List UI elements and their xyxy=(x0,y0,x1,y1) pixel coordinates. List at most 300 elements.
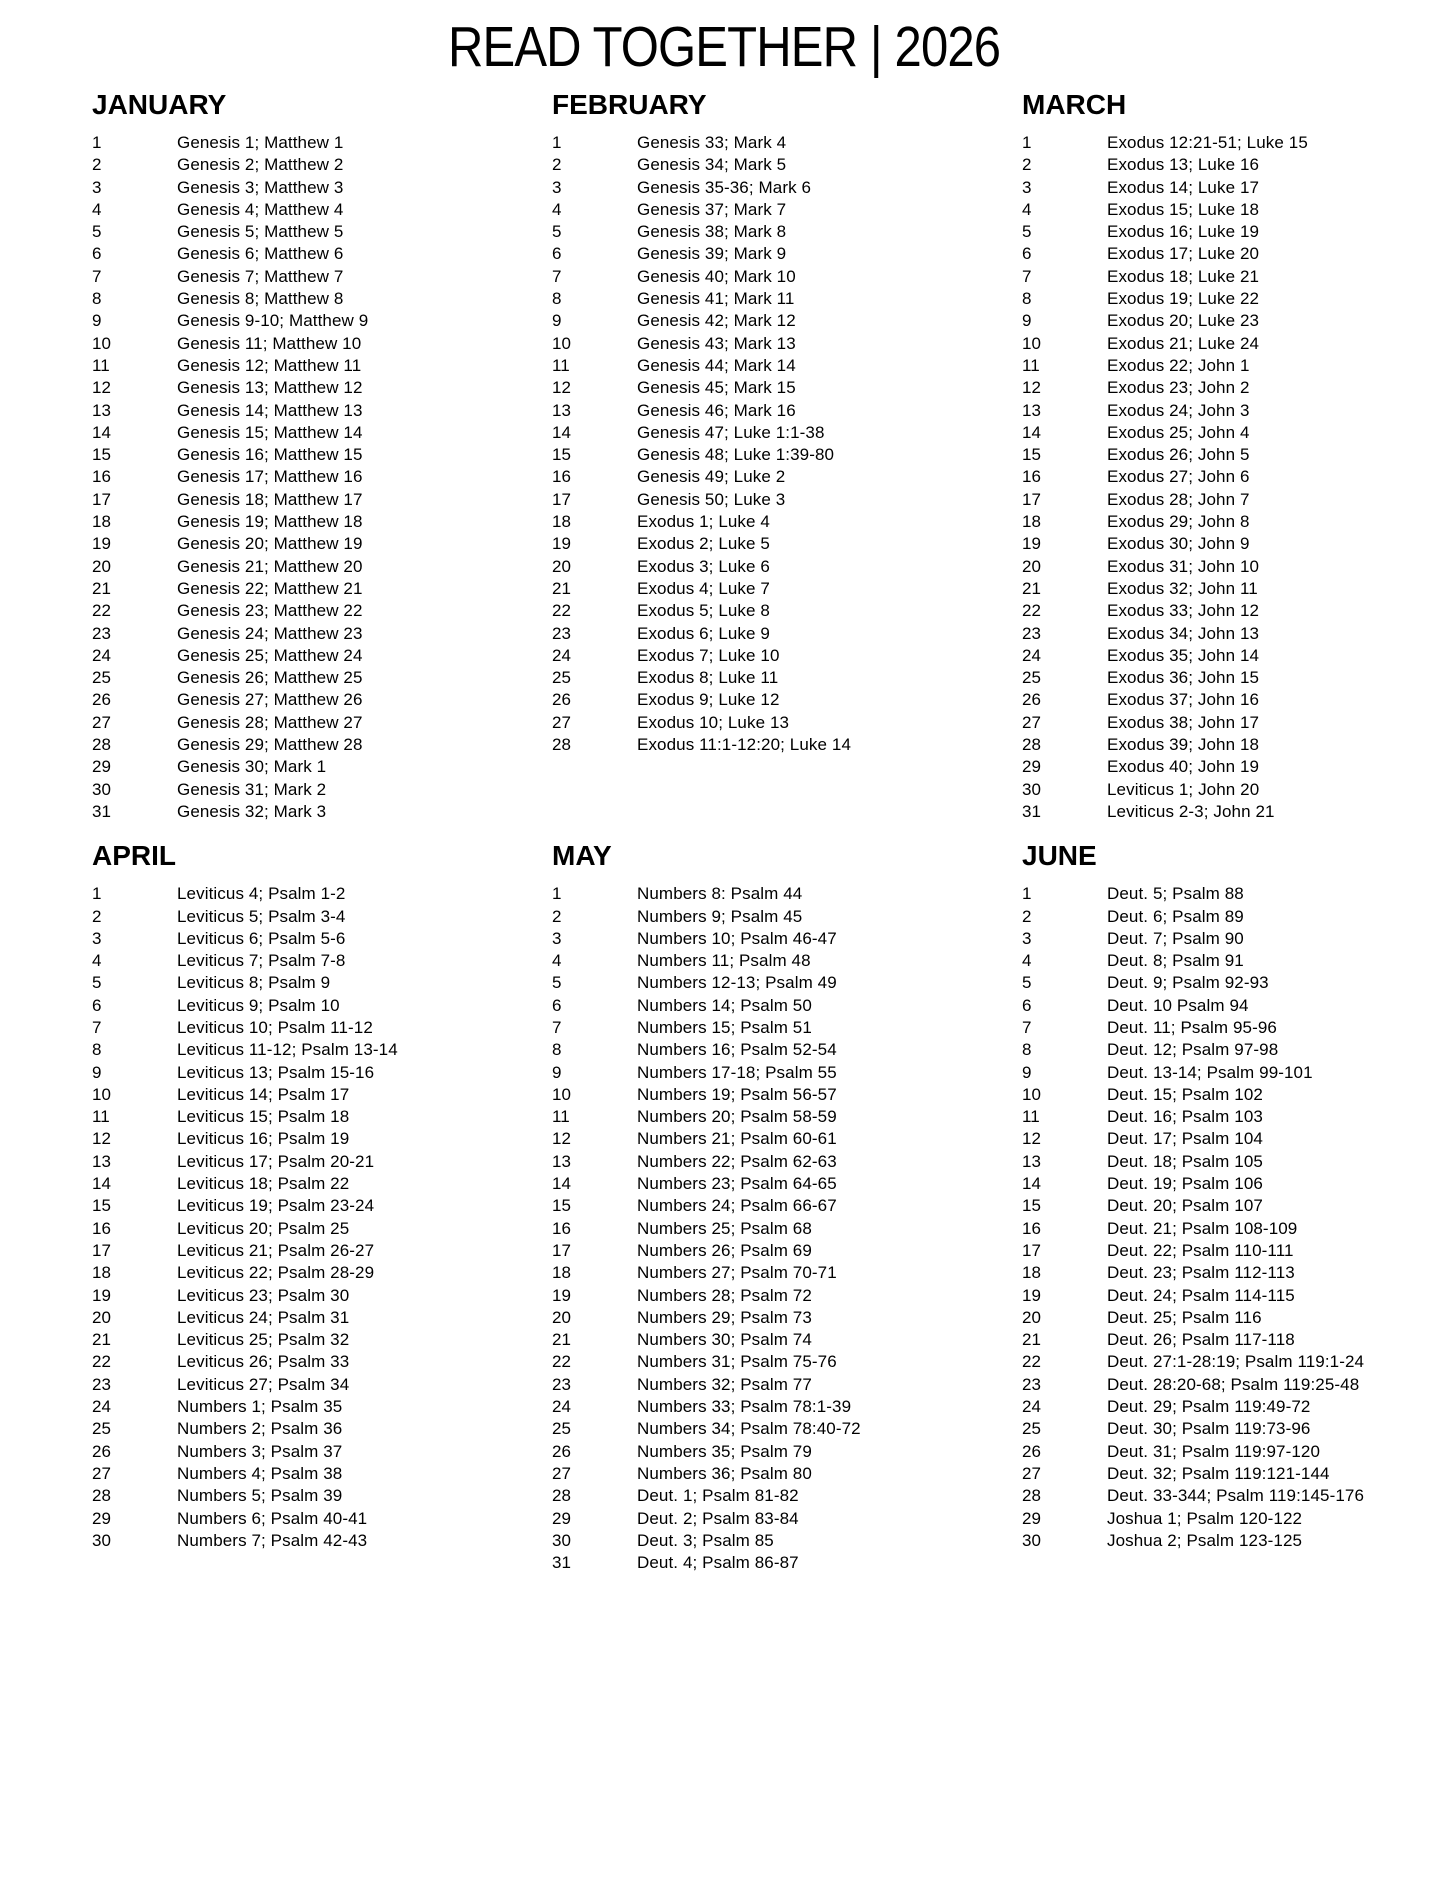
reading-list xyxy=(92,132,552,823)
day-number: 23 xyxy=(1022,623,1042,643)
day-number: 6 xyxy=(1022,244,1032,264)
reading-text: Deut. 30; Psalm 119:73-96 xyxy=(1107,1419,1311,1439)
reading-row xyxy=(1022,779,1448,801)
reading-text: Genesis 42; Mark 12 xyxy=(637,311,796,331)
reading-text: Numbers 9; Psalm 45 xyxy=(637,906,803,926)
reading-row xyxy=(92,243,552,265)
day-number: 11 xyxy=(1022,355,1040,375)
day-number: 19 xyxy=(552,1285,572,1305)
day-number: 11 xyxy=(552,355,570,375)
day-number: 10 xyxy=(1022,1084,1042,1104)
reading-text: Genesis 9-10; Matthew 9 xyxy=(177,311,369,331)
reading-row xyxy=(1022,132,1448,154)
month-heading: FEBRUARY xyxy=(552,89,707,120)
reading-row xyxy=(92,950,552,972)
day-number: 1 xyxy=(92,133,102,152)
day-number: 13 xyxy=(1022,1151,1042,1171)
day-number: 25 xyxy=(1022,1419,1042,1439)
reading-text: Genesis 16; Matthew 15 xyxy=(177,445,363,465)
month-may xyxy=(552,839,1022,1574)
reading-row xyxy=(552,689,1022,711)
reading-row xyxy=(92,1128,552,1150)
reading-row xyxy=(552,199,1022,221)
reading-text: Deut. 21; Psalm 108-109 xyxy=(1107,1218,1298,1238)
reading-row xyxy=(552,1552,1022,1574)
reading-text: Numbers 19; Psalm 56-57 xyxy=(637,1084,837,1104)
day-number: 28 xyxy=(552,1486,572,1506)
reading-row xyxy=(552,1240,1022,1262)
reading-row xyxy=(92,1195,552,1217)
day-number: 18 xyxy=(1022,512,1042,532)
reading-text: Leviticus 6; Psalm 5-6 xyxy=(177,928,346,948)
reading-text: Exodus 29; John 8 xyxy=(1107,512,1250,532)
day-number: 9 xyxy=(92,311,102,331)
reading-row xyxy=(92,779,552,801)
reading-text: Numbers 23; Psalm 64-65 xyxy=(637,1174,837,1194)
reading-text: Exodus 33; John 12 xyxy=(1107,601,1260,621)
day-number: 4 xyxy=(1022,199,1032,219)
reading-row xyxy=(1022,578,1448,600)
reading-text: Exodus 30; John 9 xyxy=(1107,534,1250,554)
reading-text: Deut. 16; Psalm 103 xyxy=(1107,1107,1263,1127)
reading-row xyxy=(1022,511,1448,533)
reading-text: Exodus 7; Luke 10 xyxy=(637,645,780,665)
day-number: 6 xyxy=(552,244,562,264)
reading-row xyxy=(552,578,1022,600)
reading-text: Genesis 11; Matthew 10 xyxy=(177,333,362,353)
reading-row xyxy=(92,1441,552,1463)
reading-text: Numbers 35; Psalm 79 xyxy=(637,1441,812,1461)
day-number: 4 xyxy=(552,951,562,971)
reading-row xyxy=(552,333,1022,355)
reading-text: Deut. 9; Psalm 92-93 xyxy=(1107,973,1269,993)
day-number: 24 xyxy=(1022,645,1042,665)
reading-text: Genesis 6; Matthew 6 xyxy=(177,244,344,264)
reading-text: Exodus 10; Luke 13 xyxy=(637,712,790,732)
reading-row xyxy=(92,712,552,734)
reading-text: Numbers 6; Psalm 40-41 xyxy=(177,1508,368,1528)
reading-row xyxy=(92,645,552,667)
reading-row xyxy=(1022,556,1448,578)
day-number: 27 xyxy=(552,1463,572,1483)
day-number: 6 xyxy=(92,244,102,264)
reading-row xyxy=(552,288,1022,310)
reading-row xyxy=(1022,355,1448,377)
page-header xyxy=(0,14,1448,80)
reading-text: Genesis 18; Matthew 17 xyxy=(177,489,363,509)
reading-row xyxy=(92,1396,552,1418)
reading-row xyxy=(92,177,552,199)
reading-row xyxy=(92,377,552,399)
day-number: 3 xyxy=(1022,177,1032,197)
day-number: 14 xyxy=(92,1174,112,1194)
day-number: 16 xyxy=(1022,1218,1042,1238)
reading-text: Exodus 5; Luke 8 xyxy=(637,601,770,621)
reading-row xyxy=(92,756,552,778)
reading-row xyxy=(92,154,552,176)
day-number: 17 xyxy=(1022,489,1042,509)
reading-text: Deut. 6; Psalm 89 xyxy=(1107,906,1244,926)
day-number: 19 xyxy=(92,1285,112,1305)
reading-row xyxy=(1022,645,1448,667)
day-number: 20 xyxy=(92,556,112,576)
reading-text: Deut. 17; Psalm 104 xyxy=(1107,1129,1263,1149)
month-heading: JUNE xyxy=(1022,840,1097,872)
reading-row xyxy=(552,355,1022,377)
reading-text: Leviticus 17; Psalm 20-21 xyxy=(177,1151,375,1171)
reading-text: Deut. 13-14; Psalm 99-101 xyxy=(1107,1062,1313,1082)
day-number: 8 xyxy=(1022,289,1032,309)
day-number: 17 xyxy=(92,1240,112,1260)
day-number: 18 xyxy=(92,512,112,532)
reading-row xyxy=(92,533,552,555)
day-number: 29 xyxy=(552,1508,572,1528)
reading-text: Genesis 28; Matthew 27 xyxy=(177,712,363,732)
reading-row xyxy=(1022,199,1448,221)
reading-text: Genesis 20; Matthew 19 xyxy=(177,534,363,554)
reading-row xyxy=(1022,1418,1448,1440)
reading-row xyxy=(92,1285,552,1307)
reading-text: Genesis 4; Matthew 4 xyxy=(177,199,344,219)
reading-row xyxy=(552,132,1022,154)
reading-row xyxy=(1022,1396,1448,1418)
day-number: 19 xyxy=(552,534,572,554)
reading-row xyxy=(552,1195,1022,1217)
reading-row xyxy=(552,422,1022,444)
day-number: 20 xyxy=(1022,1307,1042,1327)
reading-text: Numbers 16; Psalm 52-54 xyxy=(637,1040,837,1060)
day-number: 3 xyxy=(92,928,102,948)
reading-text: Exodus 13; Luke 16 xyxy=(1107,155,1260,175)
reading-row xyxy=(552,600,1022,622)
reading-text: Exodus 26; John 5 xyxy=(1107,445,1250,465)
reading-text: Leviticus 27; Psalm 34 xyxy=(177,1374,350,1394)
reading-row xyxy=(92,1084,552,1106)
reading-row xyxy=(92,1262,552,1284)
day-number: 7 xyxy=(552,266,562,286)
day-number: 5 xyxy=(552,222,562,242)
day-number: 3 xyxy=(552,928,562,948)
reading-text: Exodus 25; John 4 xyxy=(1107,422,1250,442)
day-number: 13 xyxy=(92,1151,112,1171)
reading-row xyxy=(552,1441,1022,1463)
reading-row xyxy=(1022,1262,1448,1284)
reading-row xyxy=(92,266,552,288)
reading-text: Leviticus 23; Psalm 30 xyxy=(177,1285,350,1305)
reading-text: Leviticus 22; Psalm 28-29 xyxy=(177,1263,375,1283)
day-number: 2 xyxy=(92,906,102,926)
day-number: 10 xyxy=(552,1084,572,1104)
day-number: 7 xyxy=(552,1017,562,1037)
reading-text: Genesis 24; Matthew 23 xyxy=(177,623,363,643)
reading-text: Numbers 5; Psalm 39 xyxy=(177,1486,343,1506)
reading-row xyxy=(92,333,552,355)
reading-text: Genesis 50; Luke 3 xyxy=(637,489,786,509)
reading-text: Joshua 2; Psalm 123-125 xyxy=(1107,1530,1303,1550)
reading-row xyxy=(1022,1084,1448,1106)
reading-text: Exodus 3; Luke 6 xyxy=(637,556,770,576)
day-number: 19 xyxy=(1022,534,1042,554)
reading-text: Exodus 17; Luke 20 xyxy=(1107,244,1260,264)
day-number: 15 xyxy=(1022,1196,1042,1216)
reading-text: Exodus 28; John 7 xyxy=(1107,489,1250,509)
day-number: 6 xyxy=(92,995,102,1015)
day-number: 29 xyxy=(1022,1508,1042,1528)
day-number: 7 xyxy=(1022,1017,1032,1037)
day-number: 27 xyxy=(92,1463,112,1483)
reading-row xyxy=(1022,1128,1448,1150)
reading-text: Deut. 32; Psalm 119:121-144 xyxy=(1107,1463,1330,1483)
reading-text: Leviticus 25; Psalm 32 xyxy=(177,1330,350,1350)
day-number: 26 xyxy=(92,1441,112,1461)
reading-row xyxy=(92,928,552,950)
reading-row xyxy=(1022,243,1448,265)
day-number: 5 xyxy=(1022,973,1032,993)
reading-text: Exodus 1; Luke 4 xyxy=(637,512,770,532)
month-february xyxy=(552,88,1022,823)
reading-row xyxy=(1022,1285,1448,1307)
day-number: 12 xyxy=(552,378,572,398)
reading-text: Deut. 26; Psalm 117-118 xyxy=(1107,1330,1295,1350)
reading-text: Deut. 18; Psalm 105 xyxy=(1107,1151,1263,1171)
day-number: 24 xyxy=(92,1397,112,1417)
reading-row xyxy=(92,1240,552,1262)
reading-row xyxy=(1022,623,1448,645)
day-number: 17 xyxy=(1022,1240,1042,1260)
reading-text: Numbers 20; Psalm 58-59 xyxy=(637,1107,837,1127)
reading-text: Numbers 10; Psalm 46-47 xyxy=(637,928,837,948)
day-number: 16 xyxy=(552,1218,572,1238)
day-number: 16 xyxy=(92,467,112,487)
reading-row xyxy=(552,1374,1022,1396)
reading-text: Genesis 23; Matthew 22 xyxy=(177,601,363,621)
day-number: 6 xyxy=(552,995,562,1015)
day-number: 22 xyxy=(92,1352,112,1372)
reading-row xyxy=(92,1173,552,1195)
reading-text: Exodus 31; John 10 xyxy=(1107,556,1260,576)
day-number: 22 xyxy=(552,1352,572,1372)
reading-row xyxy=(1022,1329,1448,1351)
day-number: 15 xyxy=(552,445,572,465)
month-heading: MARCH xyxy=(1022,89,1127,120)
reading-text: Numbers 2; Psalm 36 xyxy=(177,1419,343,1439)
reading-text: Numbers 12-13; Psalm 49 xyxy=(637,973,837,993)
day-number: 12 xyxy=(92,1129,112,1149)
day-number: 2 xyxy=(552,155,562,175)
reading-text: Numbers 25; Psalm 68 xyxy=(637,1218,812,1238)
day-number: 5 xyxy=(1022,222,1032,242)
reading-row xyxy=(552,995,1022,1017)
reading-text: Genesis 41; Mark 11 xyxy=(637,289,795,309)
day-number: 30 xyxy=(92,1530,112,1550)
day-number: 8 xyxy=(92,1040,102,1060)
day-number: 22 xyxy=(1022,1352,1042,1372)
reading-row xyxy=(1022,801,1448,823)
day-number: 3 xyxy=(1022,928,1032,948)
reading-text: Deut. 20; Psalm 107 xyxy=(1107,1196,1263,1216)
reading-text: Genesis 19; Matthew 18 xyxy=(177,512,363,532)
month-june xyxy=(1022,839,1448,1574)
day-number: 13 xyxy=(1022,400,1042,420)
day-number: 8 xyxy=(1022,1040,1032,1060)
reading-text: Numbers 26; Psalm 69 xyxy=(637,1240,812,1260)
reading-text: Joshua 1; Psalm 120-122 xyxy=(1107,1508,1303,1528)
reading-list xyxy=(552,132,1022,756)
reading-row xyxy=(92,1418,552,1440)
reading-row xyxy=(92,578,552,600)
day-number: 5 xyxy=(92,222,102,242)
day-number: 29 xyxy=(92,757,112,777)
day-number: 24 xyxy=(552,1397,572,1417)
reading-row xyxy=(92,489,552,511)
reading-row xyxy=(1022,883,1448,905)
day-number: 25 xyxy=(92,1419,112,1439)
reading-list xyxy=(552,883,1022,1574)
day-number: 28 xyxy=(92,735,112,755)
reading-row xyxy=(552,1039,1022,1061)
reading-row xyxy=(552,734,1022,756)
day-number: 25 xyxy=(552,668,572,688)
day-number: 31 xyxy=(1022,801,1042,821)
reading-row xyxy=(92,689,552,711)
reading-row xyxy=(552,883,1022,905)
day-number: 27 xyxy=(1022,712,1042,732)
reading-row xyxy=(92,1218,552,1240)
day-number: 19 xyxy=(92,534,112,554)
reading-row xyxy=(1022,1017,1448,1039)
day-number: 4 xyxy=(1022,951,1032,971)
reading-row xyxy=(552,1218,1022,1240)
reading-text: Leviticus 10; Psalm 11-12 xyxy=(177,1017,373,1037)
reading-row xyxy=(1022,177,1448,199)
reading-row xyxy=(552,310,1022,332)
day-number: 31 xyxy=(552,1553,572,1573)
reading-text: Exodus 18; Luke 21 xyxy=(1107,266,1260,286)
reading-text: Genesis 49; Luke 2 xyxy=(637,467,786,487)
day-number: 25 xyxy=(92,668,112,688)
reading-text: Exodus 4; Luke 7 xyxy=(637,578,770,598)
reading-text: Numbers 36; Psalm 80 xyxy=(637,1463,812,1483)
reading-row xyxy=(92,132,552,154)
reading-row xyxy=(552,1329,1022,1351)
day-number: 20 xyxy=(1022,556,1042,576)
day-number: 8 xyxy=(552,289,562,309)
reading-row xyxy=(1022,950,1448,972)
day-number: 1 xyxy=(552,884,562,904)
reading-text: Numbers 15; Psalm 51 xyxy=(637,1017,812,1037)
reading-text: Exodus 11:1-12:20; Luke 14 xyxy=(637,735,851,755)
day-number: 21 xyxy=(92,1330,112,1350)
reading-text: Genesis 32; Mark 3 xyxy=(177,801,327,821)
reading-text: Genesis 21; Matthew 20 xyxy=(177,556,363,576)
reading-row xyxy=(1022,377,1448,399)
day-number: 1 xyxy=(552,133,562,152)
reading-row xyxy=(552,1173,1022,1195)
reading-row xyxy=(92,511,552,533)
reading-text: Exodus 6; Luke 9 xyxy=(637,623,770,643)
reading-text: Leviticus 4; Psalm 1-2 xyxy=(177,884,346,904)
reading-row xyxy=(1022,689,1448,711)
reading-text: Genesis 13; Matthew 12 xyxy=(177,378,363,398)
day-number: 3 xyxy=(92,177,102,197)
day-number: 15 xyxy=(552,1196,572,1216)
day-number: 1 xyxy=(1022,884,1032,904)
reading-text: Numbers 32; Psalm 77 xyxy=(637,1374,812,1394)
reading-text: Genesis 48; Luke 1:39-80 xyxy=(637,445,835,465)
day-number: 7 xyxy=(92,1017,102,1037)
reading-text: Deut. 31; Psalm 119:97-120 xyxy=(1107,1441,1321,1461)
day-number: 16 xyxy=(1022,467,1042,487)
reading-row xyxy=(1022,667,1448,689)
reading-text: Exodus 38; John 17 xyxy=(1107,712,1260,732)
reading-row xyxy=(552,1285,1022,1307)
reading-text: Genesis 27; Matthew 26 xyxy=(177,690,363,710)
reading-text: Deut. 33-344; Psalm 119:145-176 xyxy=(1107,1486,1365,1506)
reading-text: Leviticus 2-3; John 21 xyxy=(1107,801,1275,821)
reading-text: Exodus 16; Luke 19 xyxy=(1107,222,1260,242)
reading-text: Deut. 8; Psalm 91 xyxy=(1107,951,1244,971)
day-number: 30 xyxy=(92,779,112,799)
reading-row xyxy=(1022,1485,1448,1507)
reading-text: Genesis 15; Matthew 14 xyxy=(177,422,363,442)
day-number: 23 xyxy=(552,1374,572,1394)
day-number: 14 xyxy=(1022,1174,1042,1194)
reading-text: Genesis 47; Luke 1:1-38 xyxy=(637,422,825,442)
reading-row xyxy=(92,623,552,645)
reading-text: Leviticus 21; Psalm 26-27 xyxy=(177,1240,375,1260)
reading-text: Leviticus 20; Psalm 25 xyxy=(177,1218,350,1238)
day-number: 27 xyxy=(1022,1463,1042,1483)
reading-row xyxy=(92,1151,552,1173)
reading-text: Numbers 34; Psalm 78:40-72 xyxy=(637,1419,861,1439)
reading-text: Numbers 1; Psalm 35 xyxy=(177,1397,343,1417)
day-number: 30 xyxy=(552,1530,572,1550)
reading-row xyxy=(552,1128,1022,1150)
reading-text: Exodus 9; Luke 12 xyxy=(637,690,780,710)
reading-row xyxy=(92,221,552,243)
reading-text: Genesis 29; Matthew 28 xyxy=(177,735,363,755)
day-number: 27 xyxy=(552,712,572,732)
reading-row xyxy=(552,1530,1022,1552)
day-number: 6 xyxy=(1022,995,1032,1015)
reading-row xyxy=(552,1062,1022,1084)
reading-row xyxy=(92,444,552,466)
day-number: 13 xyxy=(552,400,572,420)
day-number: 23 xyxy=(92,623,112,643)
day-number: 26 xyxy=(1022,690,1042,710)
reading-text: Deut. 23; Psalm 112-113 xyxy=(1107,1263,1295,1283)
reading-row xyxy=(92,400,552,422)
reading-text: Exodus 20; Luke 23 xyxy=(1107,311,1260,331)
months-grid xyxy=(0,88,1448,1574)
reading-row xyxy=(552,712,1022,734)
reading-row xyxy=(552,489,1022,511)
day-number: 5 xyxy=(552,973,562,993)
reading-text: Leviticus 1; John 20 xyxy=(1107,779,1260,799)
day-number: 30 xyxy=(1022,1530,1042,1550)
reading-row xyxy=(92,1485,552,1507)
day-number: 10 xyxy=(92,1084,112,1104)
day-number: 27 xyxy=(92,712,112,732)
reading-text: Numbers 3; Psalm 37 xyxy=(177,1441,343,1461)
reading-row xyxy=(92,883,552,905)
month-january xyxy=(92,88,552,823)
reading-row xyxy=(552,177,1022,199)
reading-text: Deut. 5; Psalm 88 xyxy=(1107,884,1244,904)
reading-row xyxy=(552,533,1022,555)
reading-row xyxy=(552,1307,1022,1329)
reading-text: Leviticus 18; Psalm 22 xyxy=(177,1174,350,1194)
